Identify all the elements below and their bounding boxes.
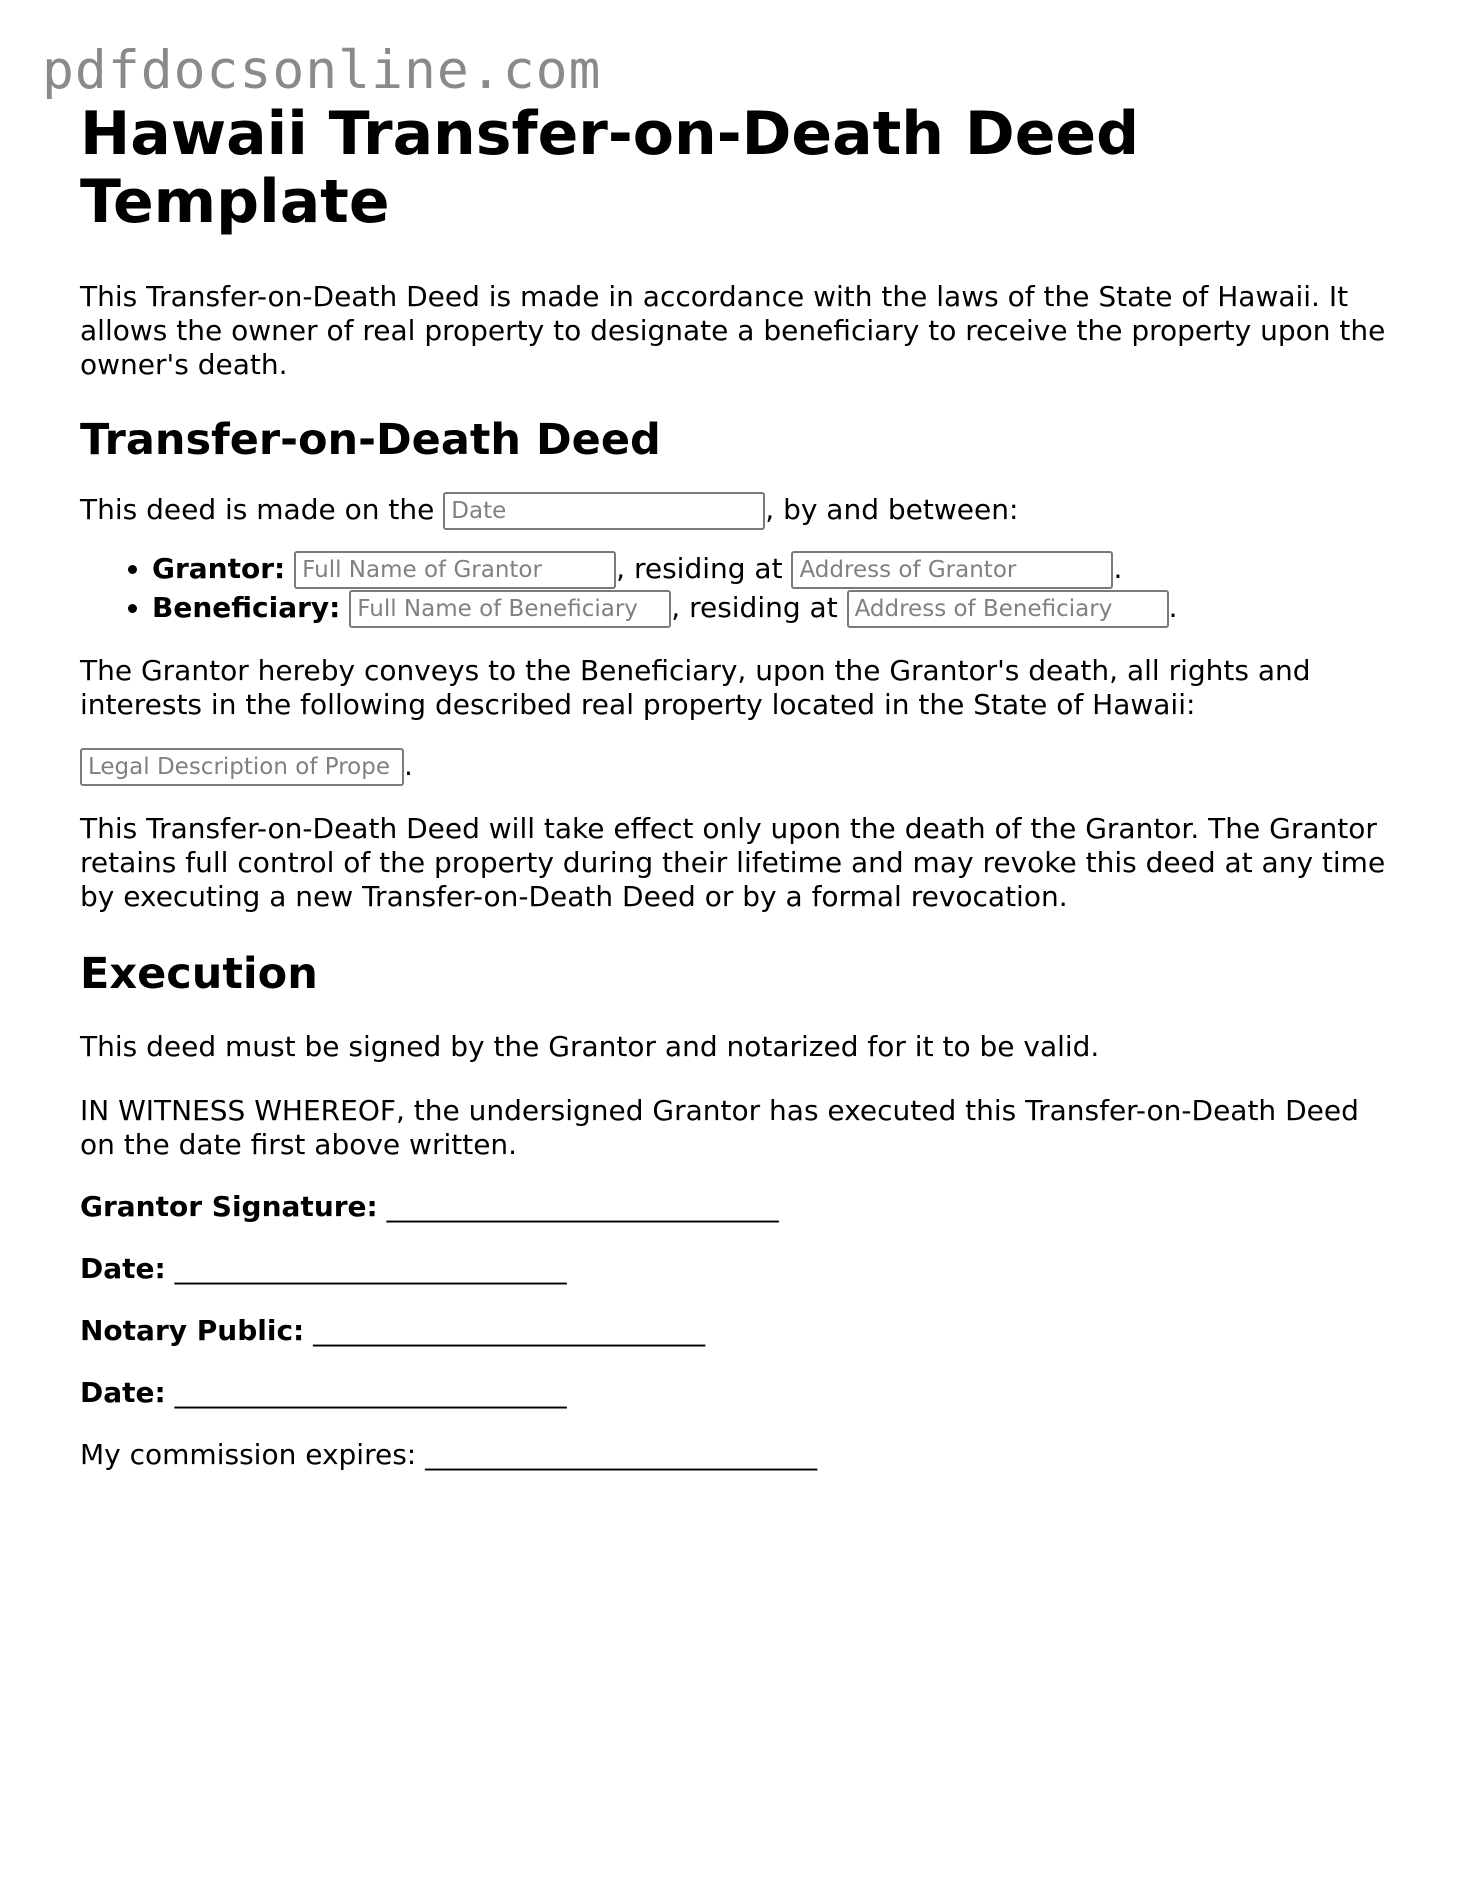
grantor-end-period: . (1113, 552, 1123, 585)
made-on-line (80, 492, 1400, 530)
conveys-paragraph: The Grantor hereby conveys to the Beneficiary, upon the Grantor's death, all rights and interests in the following described real property located in the State of Hawaii: (80, 654, 1311, 721)
legal-description-field[interactable] (80, 748, 404, 786)
page-title: Hawaii Transfer-on-Death Deed Template (80, 99, 1140, 237)
beneficiary-item (152, 589, 1400, 628)
grantor-date-blank[interactable]: ____________________________ (174, 1252, 567, 1285)
commission-label: My commission expires: (80, 1438, 417, 1471)
beneficiary-residing-text: , residing at (671, 591, 838, 624)
grantor-signature-blank[interactable]: ____________________________ (386, 1190, 779, 1223)
grantor-residing-text: , residing at (616, 552, 783, 585)
notary-line (80, 1314, 1400, 1348)
made-on-prefix: This deed is made on the (80, 493, 435, 526)
beneficiary-name-field[interactable] (349, 590, 671, 628)
notary-blank[interactable]: ____________________________ (313, 1314, 706, 1347)
legal-end-period: . (404, 749, 413, 782)
deed-date-field[interactable] (443, 492, 765, 530)
grantor-date-label: Date: (80, 1252, 166, 1285)
must-sign-paragraph: This deed must be signed by the Grantor and notarized for it to be valid. (80, 1030, 1100, 1063)
grantor-label: Grantor: (152, 552, 286, 585)
grantor-date-line (80, 1252, 1400, 1286)
witness-paragraph: IN WITNESS WHEREOF, the undersigned Grantor has executed this Transfer-on-Death Deed on the date first above written. (80, 1094, 1359, 1161)
beneficiary-address-field[interactable] (847, 590, 1169, 628)
beneficiary-end-period: . (1168, 591, 1178, 624)
grantor-address-field[interactable] (791, 551, 1113, 589)
commission-line (80, 1438, 1400, 1472)
intro-paragraph: This Transfer-on-Death Deed is made in accordance with the laws of the State of Hawaii. It allows the owner of real property to designate a beneficiary to receive the property upon the owner's death. (80, 280, 1386, 381)
effect-paragraph: This Transfer-on-Death Deed will take effect only upon the death of the Grantor. The Grantor retains full control of the property during their lifetime and may revoke this deed at any time by executing a new Transfer-on-Death Deed or by a formal revocation. (80, 812, 1386, 913)
legal-description-line (80, 748, 1400, 786)
notary-date-label: Date: (80, 1376, 166, 1409)
notary-label: Notary Public: (80, 1314, 305, 1347)
document-page (80, 100, 1400, 1472)
grantor-name-field[interactable] (294, 551, 616, 589)
execution-heading: Execution (80, 949, 318, 999)
notary-date-line (80, 1376, 1400, 1410)
deed-section-heading: Transfer-on-Death Deed (80, 415, 661, 465)
watermark: pdfdocsonline.com (42, 40, 602, 101)
grantor-signature-label: Grantor Signature: (80, 1190, 378, 1223)
commission-blank[interactable]: ____________________________ (425, 1438, 818, 1471)
made-on-suffix: , by and between: (765, 493, 1019, 526)
grantor-item (152, 550, 1400, 589)
grantor-signature-line (80, 1190, 1400, 1224)
beneficiary-label: Beneficiary: (152, 591, 341, 624)
notary-date-blank[interactable]: ____________________________ (174, 1376, 567, 1409)
parties-list (80, 550, 1400, 628)
